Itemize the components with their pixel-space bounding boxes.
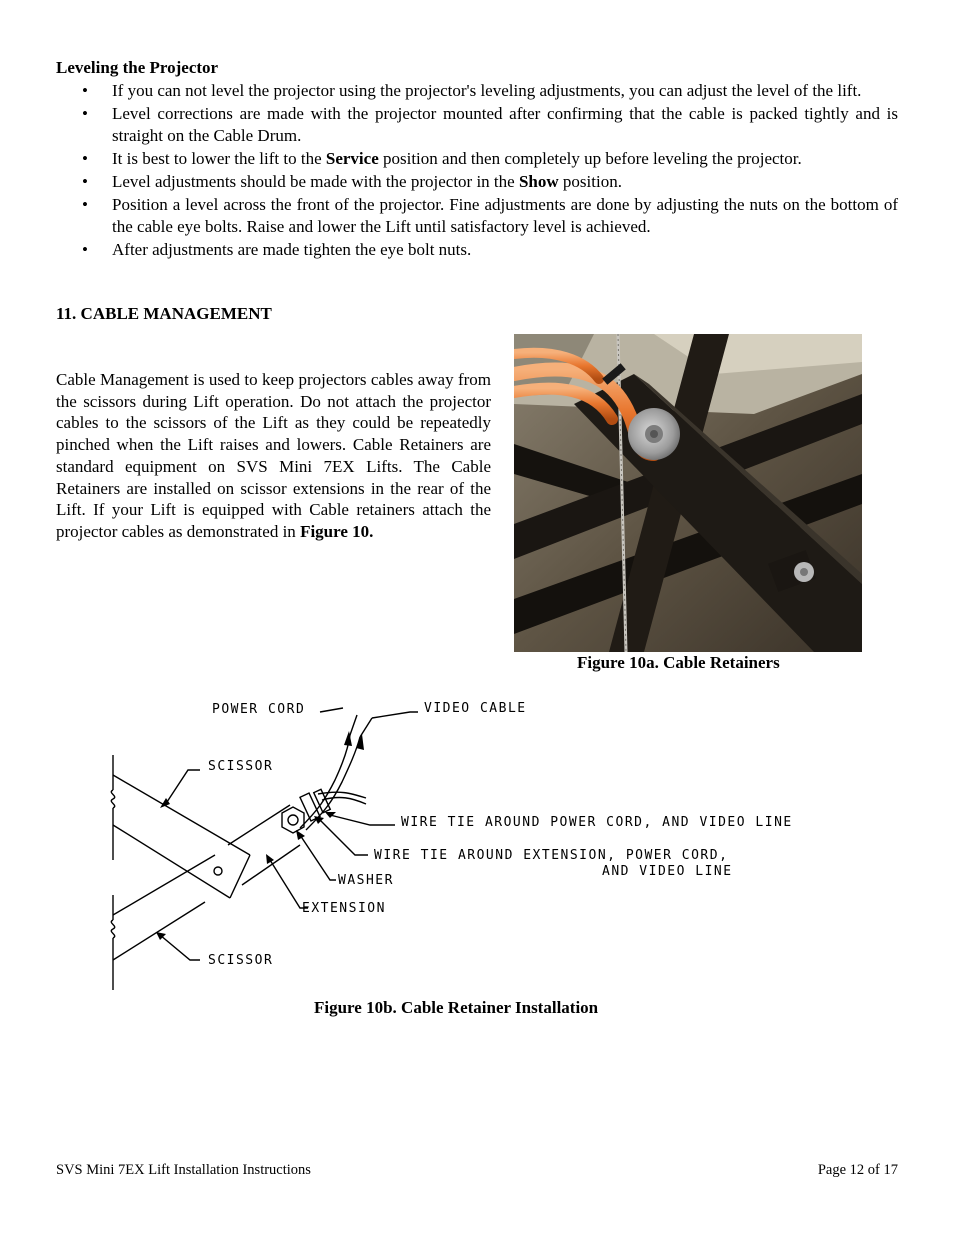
list-item: • Level adjustments should be made with the projector in the Show position.	[82, 172, 622, 191]
cable-retainer-photo-image	[514, 334, 862, 652]
label-power-cord: POWER CORD	[212, 702, 306, 717]
cable-retainer-photo	[514, 334, 862, 652]
label-extension: EXTENSION	[302, 901, 386, 916]
figure-10a-caption: Figure 10a. Cable Retainers	[577, 653, 780, 672]
label-washer: WASHER	[338, 873, 394, 888]
leveling-bullet-list	[56, 80, 898, 262]
label-wire-tie-1: WIRE TIE AROUND POWER CORD, AND VIDEO LINE	[401, 815, 793, 830]
list-item: • After adjustments are made tighten the eye bolt nuts.	[82, 240, 472, 259]
list-item: • Position a level across the front of the projector. Fine adjustments are done by adjusting the nuts on the bottom of the cable eye bolts. Raise and lower the Lift until satisfactory level is achieved.	[82, 195, 898, 236]
leveling-heading: Leveling the Projector	[56, 58, 219, 77]
footer-page-number: Page 12 of 17	[817, 1162, 898, 1178]
label-wire-tie-2b: AND VIDEO LINE	[602, 864, 733, 879]
list-item: • If you can not level the projector using the projector's leveling adjustments, you can adjust the level of the lift.	[82, 81, 862, 100]
footer-document-title: SVS Mini 7EX Lift Installation Instructions	[56, 1162, 311, 1178]
label-scissor-bottom: SCISSOR	[208, 953, 274, 968]
cable-retainer-diagram	[0, 690, 954, 995]
figure-10b-caption: Figure 10b. Cable Retainer Installation	[314, 998, 599, 1017]
cable-management-paragraph: Cable Management is used to keep projectors cables away from the scissors during Lift operation. Do not attach the projector cables to the scissors of the Lift as they could be repeatedly pinched when the Lift raises and lowers. Cable Retainers are standard equipment on SVS Mini 7EX Lifts. The Cable Retainers are installed on scissor extensions in the rear of the Lift. If your Lift is equipped with Cable retainers attach the projector cables as demonstrated in Figure 10.	[56, 370, 491, 541]
label-wire-tie-2a: WIRE TIE AROUND EXTENSION, POWER CORD,	[374, 848, 729, 863]
list-item: • Level corrections are made with the projector mounted after confirming that the cable is packed tightly and is straight on the Cable Drum.	[82, 104, 898, 145]
list-item: • It is best to lower the lift to the Service position and then completely up before leveling the projector.	[82, 149, 802, 168]
cable-management-heading: 11. CABLE MANAGEMENT	[56, 304, 272, 323]
label-video-cable: VIDEO CABLE	[424, 701, 527, 716]
label-scissor-top: SCISSOR	[208, 759, 274, 774]
